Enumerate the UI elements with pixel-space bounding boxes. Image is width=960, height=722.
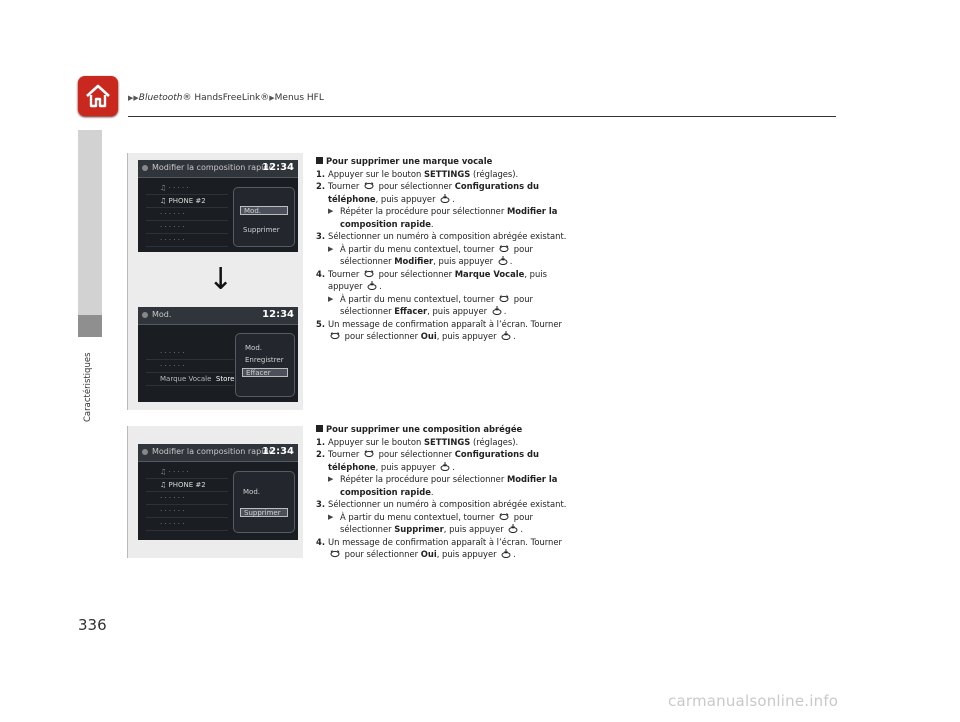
selector-knob-icon [330,549,340,558]
section-heading: Pour supprimer une composition abrégée [316,423,576,436]
step-3-note: ▶ À partir du menu contextuel, tourner pour sélectionner Supprimer, puis appuyer . [328,511,533,534]
breadcrumb-bluetooth[interactable]: Bluetooth [138,93,183,103]
menu-item-enregistrer[interactable]: Enregistrer [245,356,284,364]
step-1: 1. Appuyer sur le bouton SETTINGS (réglages). [316,168,519,179]
selector-knob-icon [364,449,374,458]
press-knob-icon [508,524,518,533]
context-menu [233,187,295,247]
menu-item-supprimer[interactable]: Supprimer [240,508,288,517]
list-item[interactable]: ♫ · · · · · [146,182,228,195]
list-item[interactable]: · · · · · · [146,234,228,247]
list-item[interactable]: · · · · · · [146,505,228,518]
list-item[interactable]: · · · · · · [146,221,228,234]
section-heading: Pour supprimer une marque vocale [316,155,576,168]
section-delete-speed-dial [316,423,576,561]
step-4: 4. Tourner pour sélectionner Marque Vocale, puis appuyer . [316,268,547,291]
screen-mod: Mod. 12:34 · · · · · · · · · · · · Marque Vocale Store Mod. Enregistrer Effacer [138,307,298,402]
breadcrumb-hfl[interactable]: HandsFreeLink® [191,93,270,103]
step-2: 2. Tourner pour sélectionner Configurations du téléphone, puis appuyer . [316,181,539,204]
page-number: 336 [78,616,107,634]
screen-speed-dial: Modifier la composition rapide 12:34 ♫ · · · · · ♫ PHONE #2 · · · · · · · · · · · · · · · · · · Mod. Supprimer [138,160,298,252]
selector-knob-icon [499,244,509,253]
step-1: 1. Appuyer sur le bouton SETTINGS (réglages). [316,436,519,447]
selector-knob-icon [499,512,509,521]
step-2-note: ▶ Répéter la procédure pour sélectionner Modifier la composition rapide. [328,474,558,497]
illustration-box-2 [127,426,303,558]
selector-knob-icon [499,294,509,303]
press-knob-icon [501,549,511,558]
list-item[interactable]: · · · · · · [146,492,228,505]
press-knob-icon [367,281,377,290]
menu-item-mod[interactable]: Mod. [240,206,288,215]
context-menu [233,471,295,533]
home-icon [84,82,112,110]
down-arrow-icon: ↓ [208,262,234,297]
menu-item-mod[interactable]: Mod. [243,488,260,496]
sidebar-label: Caractéristiques [83,352,93,422]
breadcrumb-menus[interactable]: Menus HFL [274,93,324,103]
selector-knob-icon [330,331,340,340]
step-2-note: ▶ Répéter la procédure pour sélectionner Modifier la composition rapide. [328,206,558,229]
list-item[interactable]: ♫ PHONE #2 [146,195,228,208]
screen-speed-dial-2: Modifier la composition rapide 12:34 ♫ · · · · · ♫ PHONE #2 · · · · · · · · · · · · · · · · · · Mod. Supprimer [138,444,298,540]
sidebar-tab[interactable] [78,315,102,337]
press-knob-icon [498,256,508,265]
step-4: 4. Un message de confirmation apparaît à l’écran. Tourner pour sélectionner Oui, puis appuyer . [316,536,562,559]
menu-item-mod[interactable]: Mod. [245,344,262,352]
step-5: 5. Un message de confirmation apparaît à l’écran. Tourner pour sélectionner Oui, puis appuyer . [316,318,562,341]
header-rule [128,116,836,117]
sidebar-bar [78,130,102,315]
menu-item-effacer[interactable]: Effacer [242,368,288,377]
home-button[interactable] [78,76,118,116]
list-item[interactable]: · · · · · · [146,518,228,531]
step-3: 3. Sélectionner un numéro à composition abrégée existant. [316,499,567,509]
section-delete-voice-tag [316,155,576,343]
illustration-box-1 [127,153,303,410]
clock: 12:34 [262,446,294,457]
watermark: carmanualsonline.info [668,692,839,710]
step-3: 3. Sélectionner un numéro à composition abrégée existant. [316,231,567,241]
list-item[interactable]: · · · · · · [146,347,234,360]
press-knob-icon [440,462,450,471]
step-3-note: ▶ À partir du menu contextuel, tourner pour sélectionner Modifier, puis appuyer . [328,243,533,266]
press-knob-icon [440,194,450,203]
context-menu [235,333,295,397]
press-knob-icon [501,331,511,340]
list-item[interactable]: Marque Vocale Store [146,373,234,386]
selector-knob-icon [364,181,374,190]
list-item[interactable]: ♫ · · · · · [146,466,228,479]
breadcrumb: ▶▶Bluetooth® HandsFreeLink®▶Menus HFL [128,93,324,103]
clock: 12:34 [262,309,294,320]
step-2: 2. Tourner pour sélectionner Configurations du téléphone, puis appuyer . [316,449,539,472]
press-knob-icon [492,306,502,315]
menu-item-supprimer[interactable]: Supprimer [243,226,280,234]
list-item[interactable]: ♫ PHONE #2 [146,479,228,492]
list-item[interactable]: · · · · · · [146,208,228,221]
selector-knob-icon [364,269,374,278]
step-4-note: ▶ À partir du menu contextuel, tourner pour sélectionner Effacer, puis appuyer . [328,293,533,316]
clock: 12:34 [262,162,294,173]
list-item[interactable]: · · · · · · [146,360,234,373]
